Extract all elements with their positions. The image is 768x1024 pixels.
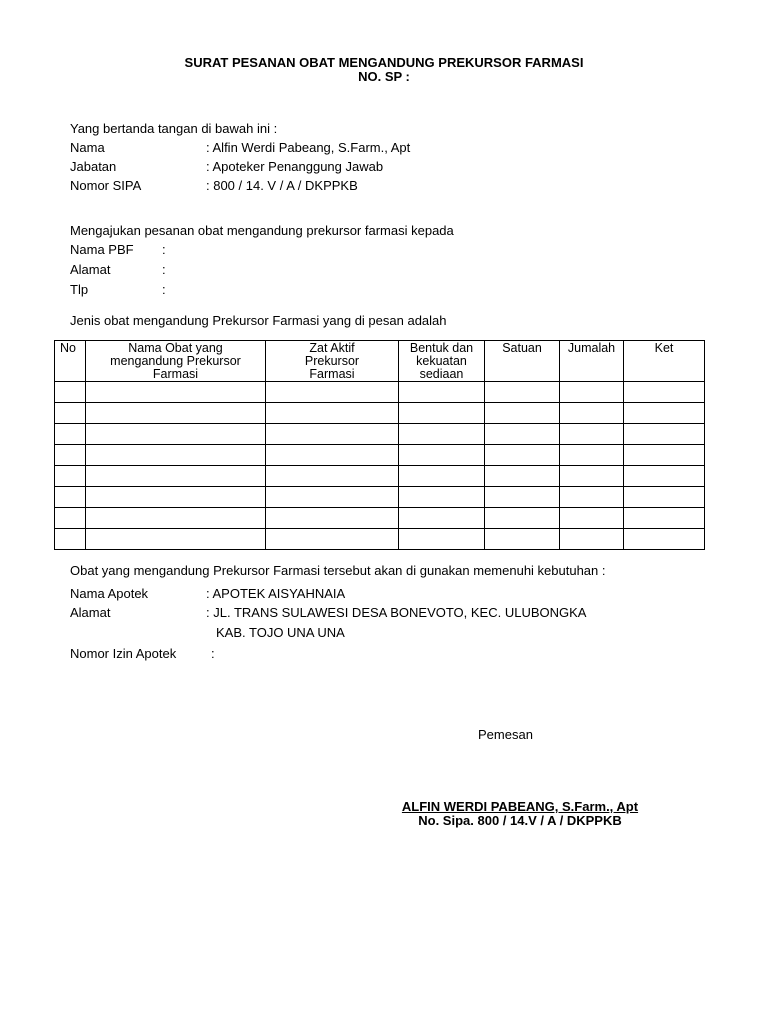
table-intro: Jenis obat mengandung Prekursor Farmasi yang di pesan adalah xyxy=(70,313,447,328)
table-cell xyxy=(624,487,705,508)
table-cell xyxy=(86,445,266,466)
column-header-note: Ket xyxy=(624,341,705,382)
table-cell xyxy=(624,529,705,550)
table-row xyxy=(55,382,705,403)
table-cell xyxy=(624,424,705,445)
table-cell xyxy=(86,508,266,529)
table-cell xyxy=(55,445,86,466)
table-cell xyxy=(86,466,266,487)
table-cell xyxy=(485,424,560,445)
table-cell xyxy=(55,424,86,445)
supplier-pbf-value: : xyxy=(162,242,166,257)
supplier-address-label: Alamat xyxy=(70,262,111,277)
table-cell xyxy=(560,382,624,403)
table-cell xyxy=(485,403,560,424)
table-cell xyxy=(485,445,560,466)
supplier-phone-label: Tlp xyxy=(70,282,89,297)
order-table xyxy=(54,340,705,550)
table-cell xyxy=(485,466,560,487)
table-cell xyxy=(485,487,560,508)
table-cell xyxy=(485,382,560,403)
table-cell xyxy=(266,466,399,487)
table-cell xyxy=(266,508,399,529)
table-cell xyxy=(485,529,560,550)
table-header-row xyxy=(55,341,705,382)
table-cell xyxy=(55,466,86,487)
signer-name-row xyxy=(70,138,105,157)
table-cell xyxy=(399,466,485,487)
table-cell xyxy=(624,403,705,424)
table-row xyxy=(55,487,705,508)
table-row xyxy=(55,529,705,550)
table-cell xyxy=(86,529,266,550)
pharmacy-address-value: : JL. TRANS SULAWESI DESA BONEVOTO, KEC. ULUBONGKA xyxy=(206,605,587,620)
pharmacy-name-value: : APOTEK AISYAHNAIA xyxy=(206,586,346,601)
table-body xyxy=(55,382,705,550)
table-cell xyxy=(560,487,624,508)
table-cell xyxy=(55,382,86,403)
pharmacy-address-value-2: KAB. TOJO UNA UNA xyxy=(216,625,345,640)
table-cell xyxy=(399,529,485,550)
table-cell xyxy=(624,508,705,529)
table-cell xyxy=(399,487,485,508)
table-cell xyxy=(624,382,705,403)
table-cell xyxy=(86,487,266,508)
table-cell xyxy=(55,403,86,424)
table-cell xyxy=(266,403,399,424)
table-cell xyxy=(86,382,266,403)
column-header-drug-name: Nama Obat yang mengandung Prekursor Farmasi xyxy=(86,341,266,382)
table-row xyxy=(55,445,705,466)
table-cell xyxy=(485,508,560,529)
table-cell xyxy=(399,382,485,403)
pharmacy-intro: Obat yang mengandung Prekursor Farmasi tersebut akan di gunakan memenuhi kebutuhan : xyxy=(70,563,606,578)
signer-name-label: Nama xyxy=(70,140,105,155)
table-cell xyxy=(55,487,86,508)
signer-intro: Yang bertanda tangan di bawah ini : xyxy=(70,121,278,136)
table-cell xyxy=(560,403,624,424)
table-cell xyxy=(560,424,624,445)
table-row xyxy=(55,466,705,487)
table-row xyxy=(55,403,705,424)
table-cell xyxy=(560,445,624,466)
table-cell xyxy=(266,487,399,508)
pharmacy-license-value: : xyxy=(211,646,215,661)
table-cell xyxy=(624,466,705,487)
table-cell xyxy=(266,445,399,466)
table-cell xyxy=(266,382,399,403)
signature-role: Pemesan xyxy=(478,727,533,742)
document-number: NO. SP : xyxy=(358,69,410,84)
table-cell xyxy=(55,508,86,529)
table-cell xyxy=(399,508,485,529)
supplier-intro: Mengajukan pesanan obat mengandung prekursor farmasi kepada xyxy=(70,223,454,238)
table-cell xyxy=(399,403,485,424)
column-header-dosage-form: Bentuk dan kekuatan sediaan xyxy=(399,341,485,382)
pharmacy-address-label: Alamat xyxy=(70,605,111,620)
table-cell xyxy=(560,466,624,487)
table-cell xyxy=(560,529,624,550)
signer-position-value: : Apoteker Penanggung Jawab xyxy=(206,159,384,174)
signature-sipa: No. Sipa. 800 / 14.V / A / DKPPKB xyxy=(418,813,622,828)
table-cell xyxy=(55,529,86,550)
signer-position-label: Jabatan xyxy=(70,159,117,174)
table-cell xyxy=(266,424,399,445)
table-cell xyxy=(266,529,399,550)
pharmacy-name-label: Nama Apotek xyxy=(70,586,149,601)
table-cell xyxy=(86,424,266,445)
signer-sipa-value: : 800 / 14. V / A / DKPPKB xyxy=(206,178,358,193)
signature-name: ALFIN WERDI PABEANG, S.Farm., Apt xyxy=(401,799,639,814)
table-cell xyxy=(399,424,485,445)
table-cell xyxy=(86,403,266,424)
column-header-quantity: Jumalah xyxy=(560,341,624,382)
supplier-address-value: : xyxy=(162,262,166,277)
table-cell xyxy=(624,445,705,466)
table-cell xyxy=(560,508,624,529)
column-header-unit: Satuan xyxy=(485,341,560,382)
column-header-no: No xyxy=(55,341,86,382)
table-row xyxy=(55,508,705,529)
supplier-pbf-label: Nama PBF xyxy=(70,242,134,257)
signer-sipa-label: Nomor SIPA xyxy=(70,178,142,193)
signer-name-value: : Alfin Werdi Pabeang, S.Farm., Apt xyxy=(206,140,411,155)
table-row xyxy=(55,424,705,445)
column-header-active-substance: Zat Aktif Prekursor Farmasi xyxy=(266,341,399,382)
document-title: SURAT PESANAN OBAT MENGANDUNG PREKURSOR FARMASI xyxy=(184,55,584,70)
supplier-phone-value: : xyxy=(162,282,166,297)
table-cell xyxy=(399,445,485,466)
pharmacy-license-label: Nomor Izin Apotek xyxy=(70,646,177,661)
